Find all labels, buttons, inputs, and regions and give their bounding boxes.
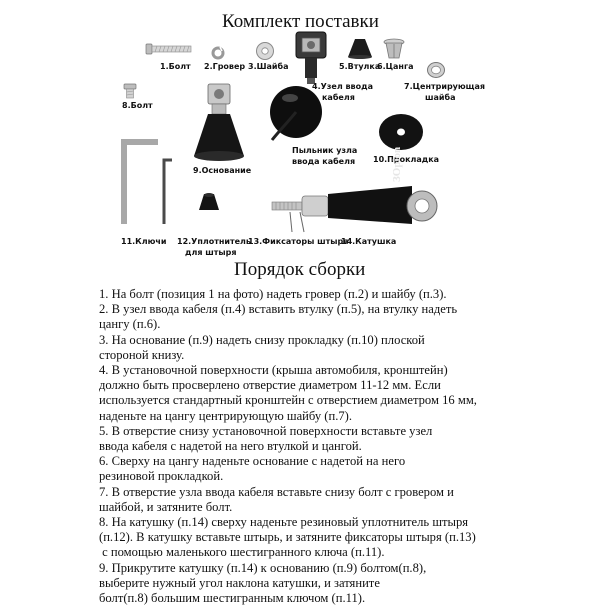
- step-line: наденьте на цангу центрирующую шайбу (п.7).: [99, 408, 352, 423]
- step-line: болт(п.8) большим шестигранным ключом (п.11).: [99, 591, 366, 606]
- collet-image: [382, 38, 406, 60]
- step-line: 2. В узел ввода кабеля (п.4) вставить втулку (п.5), на втулку надеть: [99, 302, 458, 317]
- label-washer: 3.Шайба: [248, 62, 289, 71]
- washer-image: [255, 41, 275, 61]
- step-line: 5. В отверстие снизу установочной поверхности вставьте узел: [99, 423, 433, 438]
- step-line: 6. Сверху на цангу наденьте основание с надетой на него: [99, 454, 406, 469]
- label-seal-2: для штыря: [185, 248, 237, 257]
- label-centering-washer-2: шайба: [425, 93, 456, 102]
- label-sleeve: 5.Втулка: [339, 62, 381, 71]
- base-image: [190, 82, 248, 164]
- step-line: 1. На болт (позиция 1 на фото) надеть гровер (п.2) и шайбу (п.3).: [99, 287, 447, 301]
- assembly-steps: [99, 287, 569, 606]
- label-gasket: 10.Прокладка: [373, 155, 440, 164]
- small-bolt-image: [123, 83, 137, 99]
- label-small-bolt: 8.Болт: [122, 101, 153, 110]
- step-line: 3. На основание (п.9) надеть снизу прокладку (п.10) плоской: [99, 332, 425, 347]
- step-line: 8. На катушку (п.14) сверху наденьте резиновый уплотнитель штыря: [99, 515, 469, 530]
- assembly-title: Порядок сборки: [234, 259, 366, 280]
- parts-photo: [0, 0, 600, 260]
- coil-marking: ЗОрion: [391, 146, 403, 182]
- label-base: 9.Основание: [193, 166, 252, 175]
- label-hex-keys: 11.Ключи: [121, 237, 167, 246]
- step-line: 7. В отверстие узла ввода кабеля вставьте снизу болт с гровером и: [99, 484, 454, 499]
- label-seal-1: 12.Уплотнитель: [177, 237, 251, 246]
- kit-title: Комплект поставки: [222, 11, 379, 32]
- step-line: должно быть просверлено отверстие диаметром 11-12 мм. Если: [99, 378, 441, 393]
- hex-keys-image: [118, 136, 176, 230]
- label-cable-entry-2: кабеля: [322, 93, 355, 102]
- label-coil: 14.Катушка: [341, 237, 397, 246]
- label-cable-entry-1: 4.Узел ввода: [312, 82, 373, 91]
- step-line: выберите нужный угол наклона катушки, и затяните: [99, 575, 380, 590]
- centering-washer-image: [426, 61, 446, 79]
- step-line: (п.12). В катушку вставьте штырь, и затяните фиксаторы штыря (п.13): [99, 530, 476, 545]
- step-line: 4. В установочной поверхности (крыша автомобиля, кронштейн): [99, 363, 448, 378]
- label-dust-boot-1: Пыльник узла: [292, 146, 358, 155]
- cable-entry-image: [290, 28, 334, 86]
- label-dust-boot-2: ввода кабеля: [292, 157, 356, 166]
- coil-image: [270, 180, 440, 236]
- label-bolt: 1.Болт: [160, 62, 191, 71]
- step-line: ввода кабеля с надетой на него втулкой и цангой.: [99, 439, 362, 454]
- step-line: цангу (п.6).: [99, 317, 161, 332]
- label-pin-retainers: 13.Фиксаторы штыря: [248, 237, 349, 246]
- step-line: с помощью маленького шестигранного ключа (п.11).: [99, 545, 385, 560]
- lock-washer-image: [211, 46, 225, 60]
- label-centering-washer-1: 7.Центрирующая: [404, 82, 486, 91]
- step-line: используется стандартный кронштейн с отверстием диаметром 16 мм,: [99, 393, 477, 408]
- bolt-image: [145, 42, 193, 56]
- step-line: шайбой, и затяните болт.: [99, 499, 233, 514]
- label-collet: 6.Цанга: [377, 62, 414, 71]
- step-line: стороной книзу.: [99, 347, 185, 362]
- dust-boot-image: [266, 82, 328, 146]
- sleeve-image: [346, 37, 374, 59]
- step-line: 9. Прикрутите катушку (п.14) к основанию (п.9) болтом(п.8),: [99, 560, 427, 575]
- step-line: резиновой прокладкой.: [99, 469, 224, 484]
- seal-image: [197, 192, 221, 212]
- label-grover: 2.Гровер: [204, 62, 246, 71]
